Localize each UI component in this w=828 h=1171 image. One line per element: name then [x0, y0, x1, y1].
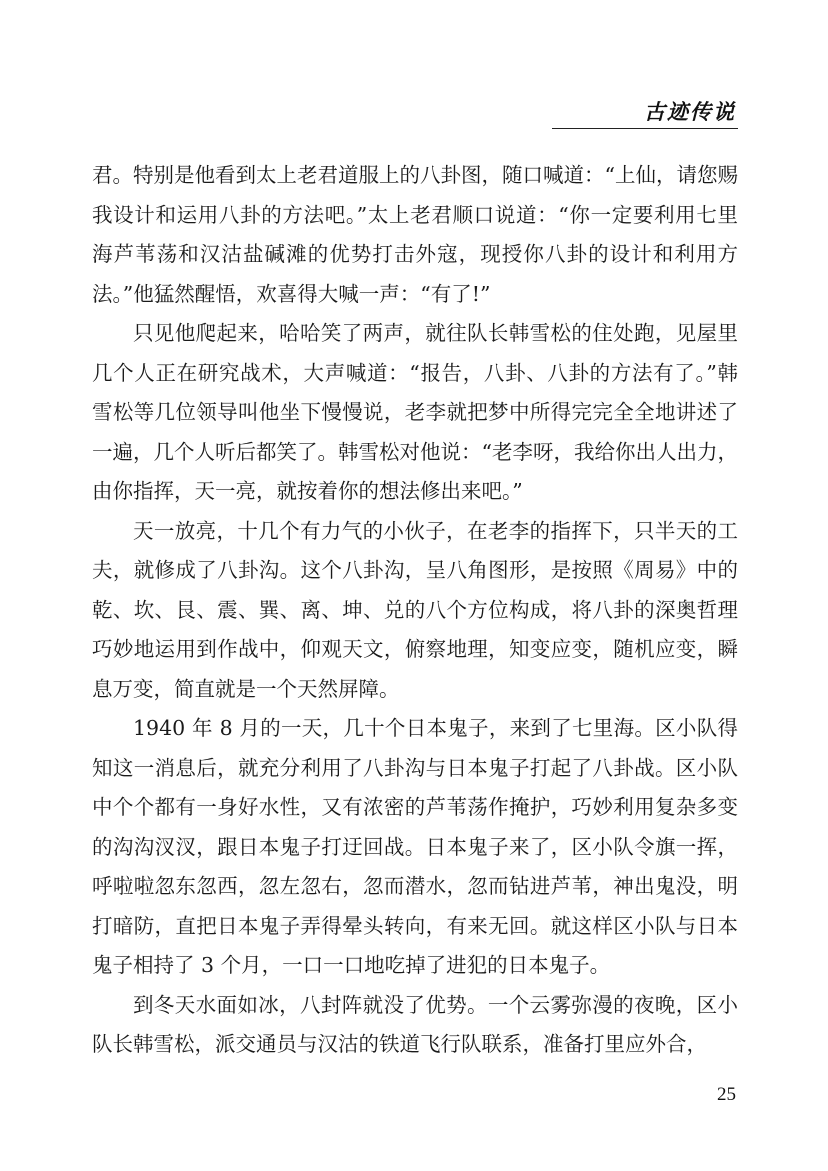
paragraph-2: 只见他爬起来，哈哈笑了两声，就往队长韩雪松的住处跑，见屋里几个人正在研究战术，大声喊道：“报告，八卦、八卦的方法有了。”韩雪松等几位领导叫他坐下慢慢说，老李就把梦中所得完完全全地讲述了一遍，几个人听后都笑了。韩雪松对他说：“老李呀，我给你出人出力，由你指挥，天一亮，就按着你的想法修出来吧。”	[92, 321, 738, 503]
paragraph-4: 1940 年 8 月的一天，几十个日本鬼子，来到了七里海。区小队得知这一消息后，就充分利用了八卦沟与日本鬼子打起了八卦战。区小队中个个都有一身好水性，又有浓密的芦苇荡作掩护，巧妙利用复杂多变的沟沟汊汊，跟日本鬼子打迂回战。日本鬼子来了，区小队令旗一挥，呼啦啦忽东忽西，忽左忽右，忽而潜水，忽而钻进芦苇，神出鬼没，明打暗防，直把日本鬼子弄得晕头转向，有来无回。就这样区小队与日本鬼子相持了 3 个月，一口一口地吃掉了进犯的日本鬼子。	[92, 716, 738, 977]
body-text	[92, 156, 738, 1065]
running-header-title: 古迹传说	[644, 100, 736, 124]
paragraph-1: 君。特别是他看到太上老君道服上的八卦图，随口喊道：“上仙，请您赐我设计和运用八卦的方法吧。”太上老君顺口说道：“你一定要利用七里海芦苇荡和汉沽盐碱滩的优势打击外寇，现授你八卦的设计和利用方法。”他猛然醒悟，欢喜得大喊一声：“有了!”	[92, 163, 738, 306]
paragraph-3: 天一放亮，十几个有力气的小伙子，在老李的指挥下，只半天的工夫，就修成了八卦沟。这个八卦沟，呈八角图形，是按照《周易》中的乾、坎、艮、震、巽、离、坤、兑的八个方位构成，将八卦的深奥哲理巧妙地运用到作战中，仰观天文，俯察地理，知变应变，随机应变，瞬息万变，简直就是一个天然屏障。	[92, 518, 738, 701]
header-rule	[552, 128, 738, 129]
page-number: 25	[717, 1084, 736, 1105]
paragraph-5: 到冬天水面如冰，八封阵就没了优势。一个云雾弥漫的夜晚，区小队长韩雪松，派交通员与汉沽的铁道飞行队联系，准备打里应外合，	[92, 992, 738, 1056]
